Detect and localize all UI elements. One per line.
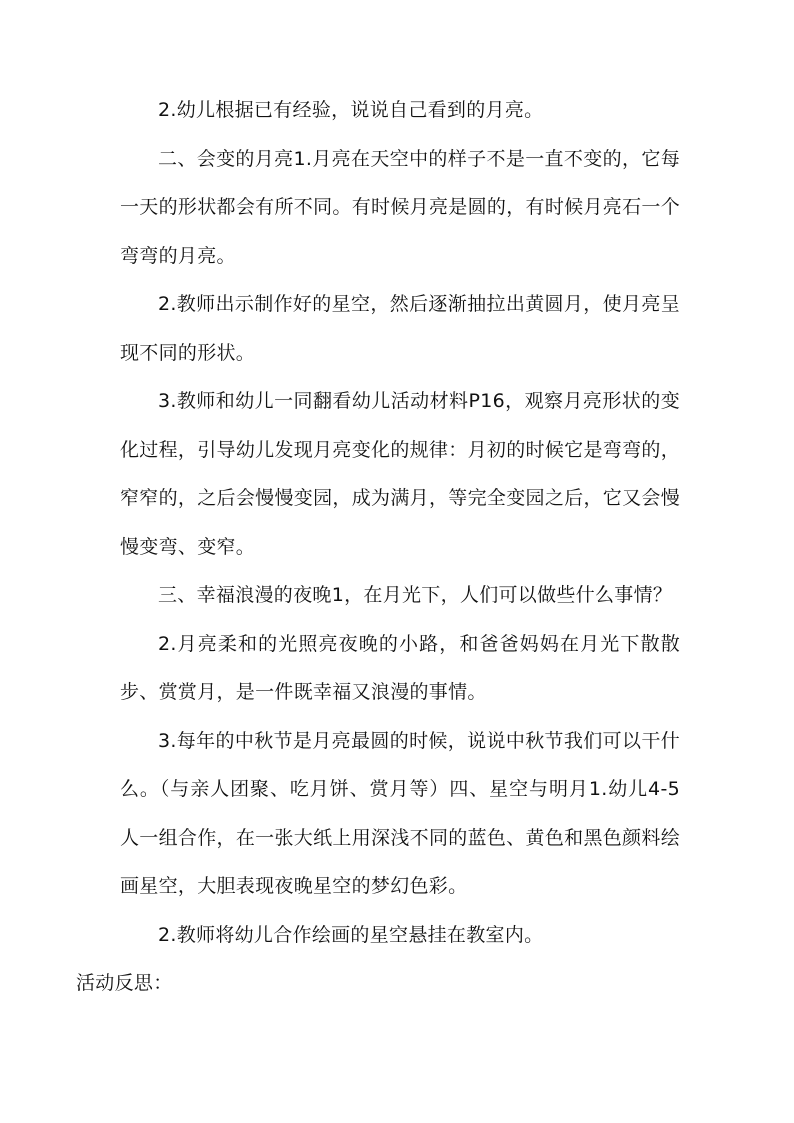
paragraph-section-2-changing-moon: 二、会变的月亮1.月亮在天空中的样子不是一直不变的，它每一天的形状都会有所不同。有时候月亮是圆的，有时候月亮石一个弯弯的月亮。 xyxy=(120,147,680,267)
paragraph-mid-autumn-and-section-4: 3.每年的中秋节是月亮最圆的时候，说说中秋节我们可以干什么。（与亲人团聚、吃月饼、赏月等）四、星空与明月1.幼儿4-5人一组合作，在一张大纸上用深浅不同的蓝色、黄色和黑色颜料绘画星空，大胆表现夜晚星空的梦幻色彩。 xyxy=(120,729,680,897)
paragraph-activity-reflection: 活动反思： xyxy=(76,972,173,994)
paragraph-step-2-experience: 2.幼儿根据已有经验，说说自己看到的月亮。 xyxy=(158,99,544,121)
paragraph-hang-painting: 2.教师将幼儿合作绘画的星空悬挂在教室内。 xyxy=(158,923,544,946)
paragraph-section-3-romantic-night: 三、幸福浪漫的夜晚1，在月光下，人们可以做些什么事情？ xyxy=(158,584,673,606)
paragraph-moon-phases: 3.教师和幼儿一同翻看幼儿活动材料P16，观察月亮形状的变化过程，引导幼儿发现月亮变化的规律：月初的时候它是弯弯的，窄窄的，之后会慢慢变园，成为满月，等完全变园之后，它又会慢慢变弯、变窄。 xyxy=(120,390,680,558)
paragraph-teacher-shows-sky: 2.教师出示制作好的星空，然后逐渐抽拉出黄圆月，使月亮呈现不同的形状。 xyxy=(120,293,680,364)
document-body xyxy=(76,86,680,1008)
paragraph-moonlight-walk: 2.月亮柔和的光照亮夜晚的小路，和爸爸妈妈在月光下散散步、赏赏月，是一件既幸福又浪漫的事情。 xyxy=(120,632,680,703)
